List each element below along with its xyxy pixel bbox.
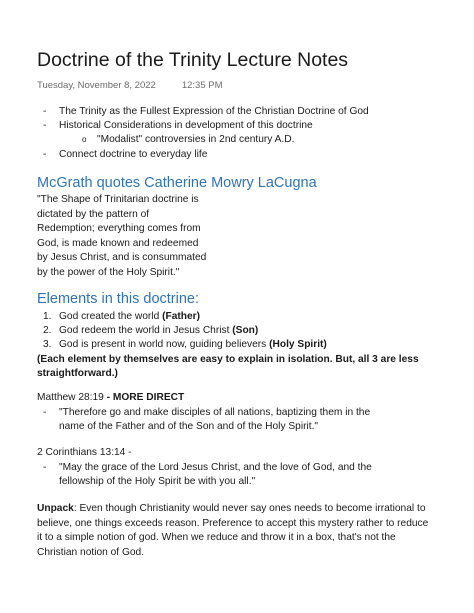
date-text: Tuesday, November 8, 2022 [37, 80, 156, 91]
list-item: 3. God is present in world now, guiding believers (Holy Spirit) [43, 339, 327, 351]
dash-marker: - [43, 461, 47, 473]
list-item: - The Trinity as the Fullest Expression of the Christian Doctrine of God [37, 105, 369, 119]
list-item: 1. God created the world (Father) [43, 311, 200, 322]
list-item: - "May the grace of the Lord Jesus Christ, and the love of God, and the fellowship of the Holy Spirit be with you all." [43, 461, 372, 487]
circle-marker: o [82, 135, 87, 145]
intro-bullet-list [37, 105, 369, 162]
unpack-paragraph: Unpack: Even though Christianity would never say ones needs to become irrational to believe, one things exceeds reason. Preference to accept this mystery rather to reduce it to a simple notion of god. When we reduce and throw it in a box, that's not the Christian notion of God. [37, 503, 429, 558]
list-item: - Historical Considerations in development of this doctrine [37, 119, 369, 133]
section-heading: McGrath quotes Catherine Mowry LaCugna [37, 175, 317, 191]
section-heading: Elements in this doctrine: [37, 291, 199, 307]
list-item: 2. God redeem the world in Jesus Christ (Son) [43, 325, 259, 337]
dash-marker: - [43, 406, 47, 418]
list-item: o "Modalist" controversies in 2nd century A.D. [37, 133, 369, 147]
dash-marker: - [43, 120, 47, 132]
page-meta [37, 80, 223, 91]
quote-paragraph: "The Shape of Trinitarian doctrine is dictated by the pattern of Redemption; everything comes from God, is made known and redeemed by Jesus Christ, and is consummated by the power of the Holy Spirit." [37, 194, 207, 278]
corinthians-reference: 2 Corinthians 13:14 - - "May the grace of the Lord Jesus Christ, and the love of God, and the fellowship of the Holy Spirit be with you all." [37, 446, 372, 490]
time-text: 12:35 PM [181, 80, 223, 91]
dash-marker: - [43, 106, 47, 117]
dash-marker: - [43, 148, 47, 160]
list-item: - Connect doctrine to everyday life [37, 148, 369, 162]
page-title: Doctrine of the Trinity Lecture Notes [37, 49, 349, 71]
numbered-list: 1. God created the world (Father) 2. God redeem the world in Jesus Christ (Son) 3. God is present in world now, guiding believers (Holy Spirit) (Each element by themselves are easy to explain in isolation. But, all 3 are less straightforward.) [37, 311, 419, 379]
matthew-reference: Matthew 28:19 - MORE DIRECT - "Therefore go and make disciples of all nations, baptizing them in the name of the Father and of the Son and of the Holy Spirit." [37, 391, 370, 435]
list-item: - "Therefore go and make disciples of all nations, baptizing them in the name of the Father and of the Son and of the Holy Spirit." [43, 406, 371, 432]
